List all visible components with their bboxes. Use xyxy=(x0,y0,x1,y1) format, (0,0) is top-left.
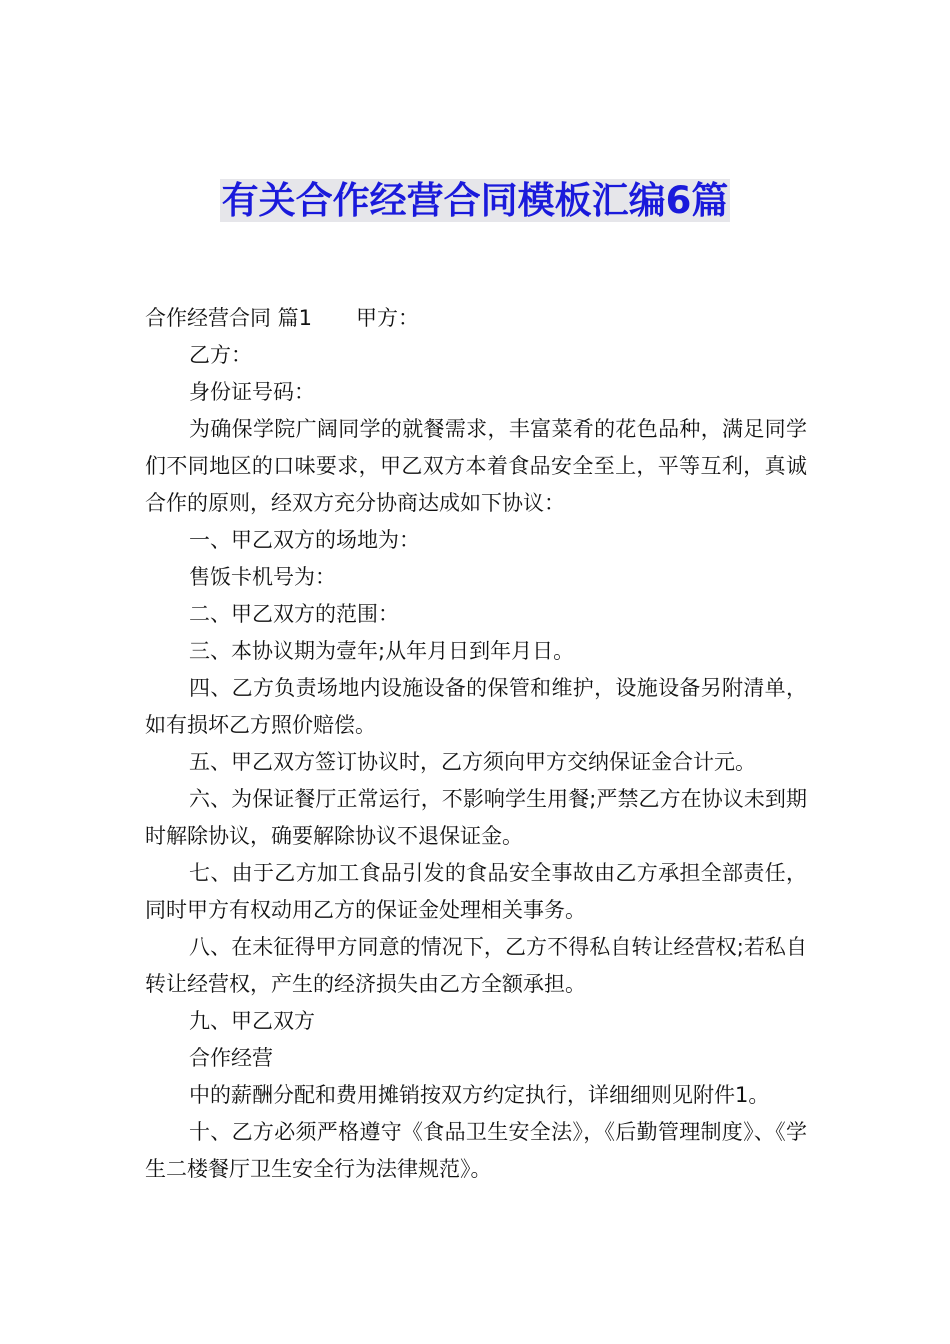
section-heading: 合作经营合同 篇1 xyxy=(145,306,313,330)
clause-8: 八、在未征得甲方同意的情况下，乙方不得私自转让经营权;若私自转让经营权，产生的经济损失由乙方全额承担。 xyxy=(145,935,807,996)
clause-1: 一、甲乙双方的场地为： xyxy=(189,528,420,552)
clause-3: 三、本协议期为壹年;从年月日到年月日。 xyxy=(189,639,575,663)
paragraph-preamble: 为确保学院广阔同学的就餐需求，丰富菜肴的花色品种，满足同学们不同地区的口味要求，甲乙双方本着食品安全至上，平等互利，真诚合作的原则，经双方充分协商达成如下协议： xyxy=(145,417,807,515)
clause-1-card-machine: 售饭卡机号为： xyxy=(189,565,336,589)
clause-2: 二、甲乙双方的范围： xyxy=(189,602,399,626)
clause-9-detail: 中的薪酬分配和费用摊销按双方约定执行，详细细则见附件1。 xyxy=(189,1083,770,1107)
clause-9: 九、甲乙双方 xyxy=(189,1009,315,1033)
document-body xyxy=(145,300,807,1188)
clause-4: 四、乙方负责场地内设施设备的保管和维护，设施设备另附清单，如有损坏乙方照价赔偿。 xyxy=(145,676,807,737)
paragraph-party-b: 乙方： xyxy=(189,343,252,367)
document-title-text: 有关合作经营合同模板汇编6篇 xyxy=(221,179,729,222)
paragraph-id-number: 身份证号码： xyxy=(189,380,315,404)
clause-7: 七、由于乙方加工食品引发的食品安全事故由乙方承担全部责任，同时甲方有权动用乙方的保证金处理相关事务。 xyxy=(145,861,807,922)
clause-5: 五、甲乙双方签订协议时，乙方须向甲方交纳保证金合计元。 xyxy=(189,750,756,774)
document-title xyxy=(0,176,950,226)
clause-10: 十、乙方必须严格遵守《食品卫生安全法》，《后勤管理制度》、《学生二楼餐厅卫生安全行为法律规范》。 xyxy=(145,1120,807,1181)
clause-9-cooperation: 合作经营 xyxy=(189,1046,273,1070)
party-a-label: 甲方： xyxy=(356,306,420,330)
clause-6: 六、为保证餐厅正常运行，不影响学生用餐;严禁乙方在协议未到期时解除协议，确要解除协议不退保证金。 xyxy=(145,787,807,848)
first-line xyxy=(145,300,807,337)
